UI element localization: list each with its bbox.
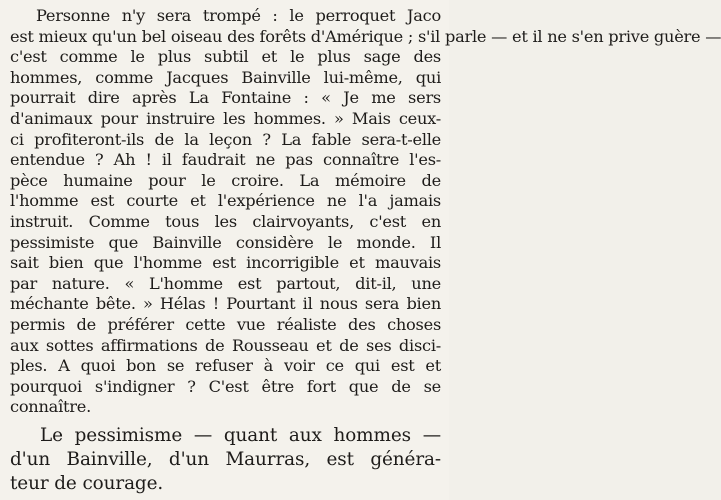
text-line: hommes, comme Jacques Bainville lui-même, qui (10, 67, 441, 87)
text-line: méchante bête. » Hélas ! Pourtant il nous sera bien (10, 294, 441, 314)
text-line: permis de préférer cette vue réaliste des choses (10, 314, 441, 334)
conclusion-paragraph (10, 424, 441, 496)
text-line: instruit. Comme tous les clairvoyants, c'est en (10, 211, 441, 231)
text-line: est mieux qu'un bel oiseau des forêts d'Amérique ; s'il parle — et il ne s'en prive guère — (10, 26, 721, 46)
conclusion-line: d'un Bainville, d'un Maurras, est généra- (10, 448, 441, 470)
conclusion-line: teur de courage. (10, 472, 164, 494)
text-line: d'animaux pour instruire les hommes. » Mais ceux- (10, 108, 441, 128)
text-line: pourrait dire après La Fontaine : « Je me sers (10, 88, 441, 108)
text-line: connaître. (10, 397, 91, 417)
text-line: l'homme est courte et l'expérience ne l'a jamais (10, 191, 441, 211)
text-line: ples. A quoi bon se refuser à voir ce qui est et (10, 356, 441, 376)
conclusion-line: Le pessimisme — quant aux hommes — (40, 424, 441, 446)
text-line: par nature. « L'homme est partout, dit-il, une (10, 273, 441, 293)
article-paragraph (10, 6, 721, 418)
text-line: entendue ? Ah ! il faudrait ne pas connaître l'es- (10, 150, 441, 170)
text-line: c'est comme le plus subtil et le plus sage des (10, 47, 441, 67)
text-line: ci profiteront-ils de la leçon ? La fable sera-t-elle (10, 129, 441, 149)
text-line: aux sottes affirmations de Rousseau et de ses disci- (10, 335, 441, 355)
text-line: pèce humaine pour le croire. La mémoire de (10, 170, 441, 190)
text-line: sait bien que l'homme est incorrigible et mauvais (10, 253, 441, 273)
text-line: pourquoi s'indigner ? C'est être fort que de se (10, 376, 441, 396)
text-line: pessimiste que Bainville considère le monde. Il (10, 232, 441, 252)
text-line: Personne n'y sera trompé : le perroquet Jaco (36, 6, 441, 25)
